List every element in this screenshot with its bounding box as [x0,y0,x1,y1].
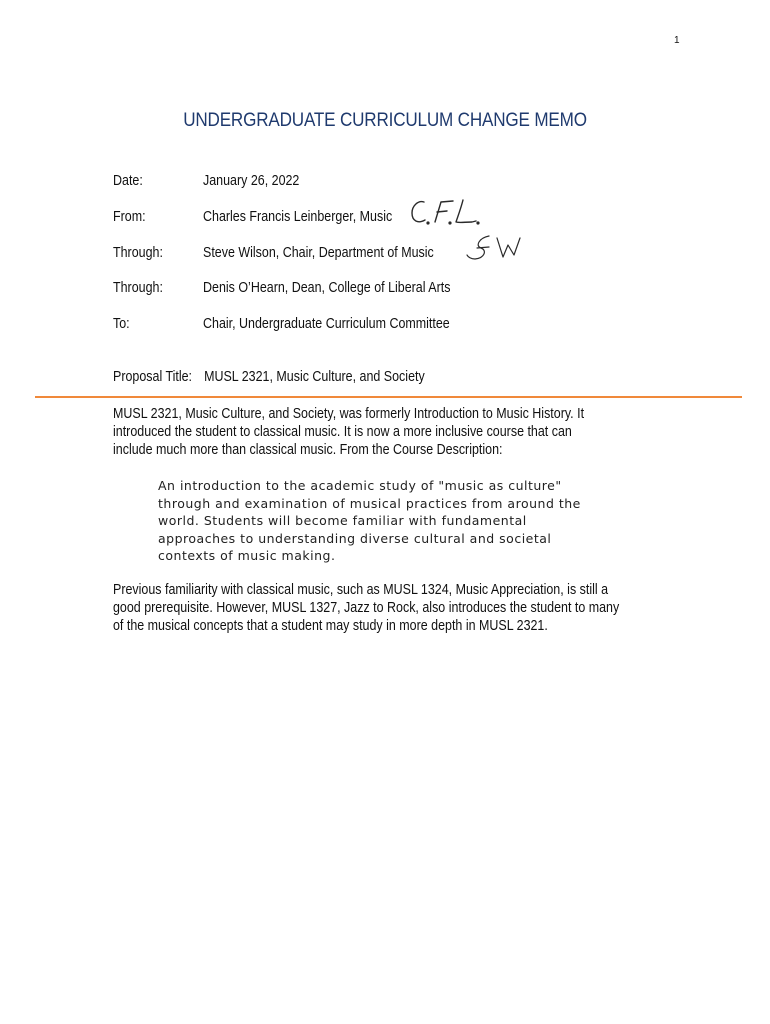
date-value: January 26, 2022 [203,173,300,189]
to-value: Chair, Undergraduate Curriculum Committee [203,316,450,332]
signature-cfl [408,196,480,230]
through-label: Through: [113,280,163,296]
quote-line: contexts of music making. [158,548,336,563]
memo-title: UNDERGRADUATE CURRICULUM CHANGE MEMO [183,110,587,131]
intro-line: MUSL 2321, Music Culture, and Society, was formerly Introduction to Music History. It [113,406,585,422]
quote-line: world. Students will become familiar with fundamental [158,513,527,528]
through-label: Through: [113,245,163,261]
closing-line: of the musical concepts that a student may study in more depth in MUSL 2321. [113,618,548,634]
proposal-title-row [113,369,425,385]
quote-line: approaches to understanding diverse cultural and societal [158,530,552,546]
closing-line: good prerequisite. However, MUSL 1327, Jazz to Rock, also introduces the student to many [113,600,620,616]
closing-line: Previous familiarity with classical music, such as MUSL 1324, Music Appreciation, is still a [113,582,609,598]
quote-line: An introduction to the academic study of "music as culture" [158,478,562,493]
from-label: From: [113,209,146,225]
through-dean-value: Denis O’Hearn, Dean, College of Liberal Arts [203,280,451,296]
to-label: To: [113,316,130,332]
closing-paragraph [113,581,753,635]
proposal-title-value: MUSL 2321, Music Culture, and Society [204,369,425,385]
quote-line: through and examination of musical practices from around the [158,495,581,511]
date-label: Date: [113,173,143,189]
page-number: 1 [674,35,680,46]
intro-line: introduced the student to classical music. It is now a more inclusive course that can [113,424,572,440]
course-description-quote [158,477,581,565]
section-divider [35,396,742,398]
signature-sw [465,232,523,264]
intro-paragraph [113,405,753,459]
proposal-title-label: Proposal Title: [113,369,193,385]
through-chair-value: Steve Wilson, Chair, Department of Music [203,245,434,261]
from-value: Charles Francis Leinberger, Music [203,209,393,225]
intro-line: include much more than classical music. From the Course Description: [113,442,503,458]
